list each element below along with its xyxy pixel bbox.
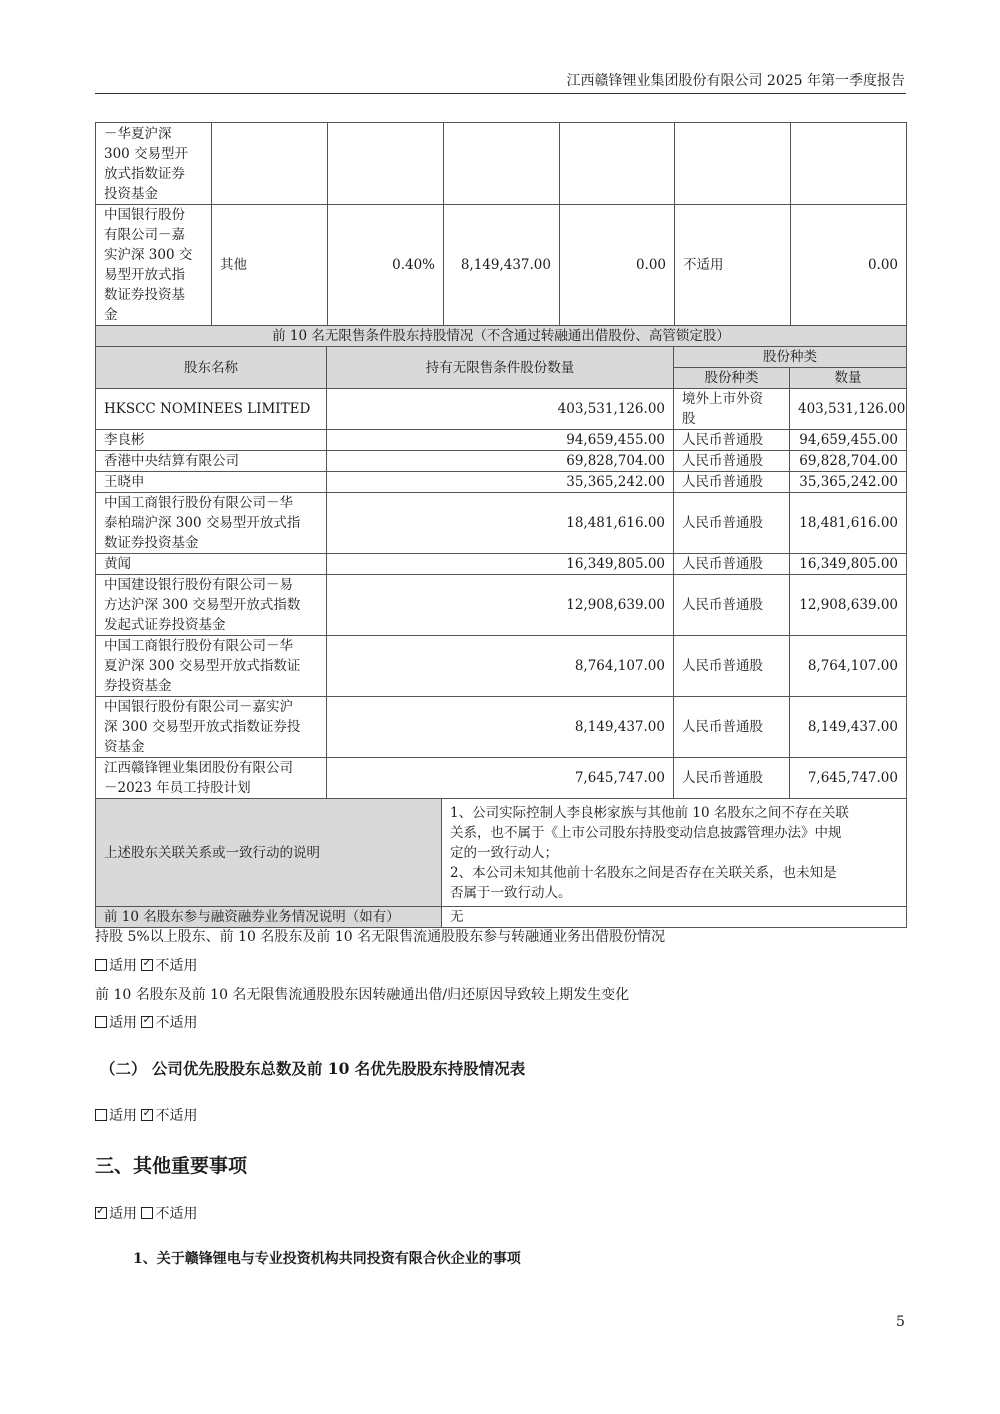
share-type-cell: 人民币普通股 xyxy=(674,697,790,758)
table-row xyxy=(96,554,907,575)
applicable-label: 适用 xyxy=(109,1206,137,1222)
table-row xyxy=(96,758,907,799)
unrestricted-qty-cell: 16,349,805.00 xyxy=(327,554,674,575)
shareholder-name-cell: 中国银行股份有限公司－嘉实沪 深 300 交易型开放式指数证券投 资基金 xyxy=(96,697,327,758)
shareholder-name-cell: 中国工商银行股份有限公司－华 泰柏瑞沪深 300 交易型开放式指 数证券投资基金 xyxy=(96,493,327,554)
relation-text: 1、公司实际控制人李良彬家族与其他前 10 名股东之间不存在关联 关系，也不属于《上市公司股东持股变动信息披露管理办法》中规 定的一致行动人； 2、本公司未知其他前十名股东之间是否存在关联关系，也未知是 否属于一致行动人。 xyxy=(442,799,907,907)
item-heading: 1、关于赣锋锂电与专业投资机构共同投资有限合伙企业的事项 xyxy=(133,1251,521,1267)
share-amount-cell: 12,908,639.00 xyxy=(790,575,907,636)
share-type-cell: 人民币普通股 xyxy=(674,636,790,697)
table-row xyxy=(96,472,907,493)
share-amount-cell: 35,365,242.00 xyxy=(790,472,907,493)
header-rule xyxy=(95,93,906,94)
report-header: 江西赣锋锂业集团股份有限公司 2025 年第一季度报告 xyxy=(566,73,905,89)
shareholder-name-cell: 中国工商银行股份有限公司－华 夏沪深 300 交易型开放式指数证 券投资基金 xyxy=(96,636,327,697)
shares-cell xyxy=(444,123,560,205)
col-header-amount: 数量 xyxy=(790,368,907,389)
margin-label: 前 10 名股东参与融资融券业务情况说明（如有） xyxy=(96,907,442,928)
margin-text: 无 xyxy=(442,907,907,928)
table-row xyxy=(96,430,907,451)
not-applicable-label: 不适用 xyxy=(155,1015,198,1031)
unrestricted-qty-cell: 35,365,242.00 xyxy=(327,472,674,493)
applicable-label: 适用 xyxy=(109,1108,137,1124)
not-applicable-label: 不适用 xyxy=(155,958,198,974)
unchecked-box-icon[interactable] xyxy=(141,1207,153,1219)
share-type-cell: 人民币普通股 xyxy=(674,758,790,799)
col-header-qty: 持有无限售条件股份数量 xyxy=(327,347,674,389)
checked-box-icon[interactable] xyxy=(141,1109,153,1121)
unrestricted-qty-cell: 403,531,126.00 xyxy=(327,389,674,430)
table-row xyxy=(96,697,907,758)
unrestricted-qty-cell: 94,659,455.00 xyxy=(327,430,674,451)
share-type-cell: 境外上市外资 股 xyxy=(674,389,790,430)
pledge-qty-cell: 0.00 xyxy=(791,205,907,326)
share-type-cell: 人民币普通股 xyxy=(674,430,790,451)
shareholder-name-cell: 王晓申 xyxy=(96,472,327,493)
pledge-qty-cell xyxy=(791,123,907,205)
unrestricted-table-title: 前 10 名无限售条件股东持股情况（不含通过转融通出借股份、高管锁定股） xyxy=(96,326,907,347)
table-row xyxy=(96,205,907,326)
ratio-cell: 0.40% xyxy=(328,205,444,326)
table-row xyxy=(96,451,907,472)
share-type-cell: 人民币普通股 xyxy=(674,472,790,493)
page-number: 5 xyxy=(896,1314,905,1330)
unrestricted-qty-cell: 69,828,704.00 xyxy=(327,451,674,472)
share-amount-cell: 8,149,437.00 xyxy=(790,697,907,758)
share-type-cell: 人民币普通股 xyxy=(674,554,790,575)
shareholder-name-cell: －华夏沪深 300 交易型开 放式指数证券 投资基金 xyxy=(96,123,212,205)
shareholder-name-cell: 黄闻 xyxy=(96,554,327,575)
share-type-cell: 人民币普通股 xyxy=(674,493,790,554)
share-amount-cell: 16,349,805.00 xyxy=(790,554,907,575)
restricted-cell: 0.00 xyxy=(560,205,675,326)
option-line xyxy=(95,1203,197,1223)
table-row xyxy=(96,389,907,430)
col-header-name: 股东名称 xyxy=(96,347,327,389)
relation-row xyxy=(96,799,907,907)
table-header-row xyxy=(96,347,907,368)
unchecked-box-icon[interactable] xyxy=(95,1016,107,1028)
pledge-status-cell xyxy=(675,123,791,205)
shareholder-name-cell: HKSCC NOMINEES LIMITED xyxy=(96,389,327,430)
checked-box-icon[interactable] xyxy=(141,1016,153,1028)
share-amount-cell: 94,659,455.00 xyxy=(790,430,907,451)
ratio-cell xyxy=(328,123,444,205)
col-header-type: 股份种类 xyxy=(674,368,790,389)
share-type-cell: 人民币普通股 xyxy=(674,575,790,636)
checked-box-icon[interactable] xyxy=(95,1207,107,1219)
option-line xyxy=(95,1012,197,1032)
table-row xyxy=(96,636,907,697)
shareholder-name-cell: 江西赣锋锂业集团股份有限公司 －2023 年员工持股计划 xyxy=(96,758,327,799)
unchecked-box-icon[interactable] xyxy=(95,959,107,971)
relation-label: 上述股东关联关系或一致行动的说明 xyxy=(96,799,442,907)
option-line xyxy=(95,1105,197,1125)
share-amount-cell: 18,481,616.00 xyxy=(790,493,907,554)
pledge-status-cell: 不适用 xyxy=(675,205,791,326)
share-amount-cell: 8,764,107.00 xyxy=(790,636,907,697)
share-amount-cell: 403,531,126.00 xyxy=(790,389,907,430)
not-applicable-label: 不适用 xyxy=(155,1206,198,1222)
margin-row xyxy=(96,907,907,928)
unrestricted-shareholders-table xyxy=(95,325,907,928)
shareholder-name-cell: 李良彬 xyxy=(96,430,327,451)
share-type-cell: 人民币普通股 xyxy=(674,451,790,472)
option-line xyxy=(95,955,197,975)
unrestricted-qty-cell: 12,908,639.00 xyxy=(327,575,674,636)
shareholder-name-cell: 中国银行股份 有限公司－嘉 实沪深 300 交 易型开放式指 数证券投资基 金 xyxy=(96,205,212,326)
shareholder-name-cell: 香港中央结算有限公司 xyxy=(96,451,327,472)
shareholder-name-cell: 中国建设银行股份有限公司－易 方达沪深 300 交易型开放式指数 发起式证券投资基金 xyxy=(96,575,327,636)
shares-cell: 8,149,437.00 xyxy=(444,205,560,326)
top-shareholders-table-continuation xyxy=(95,122,907,326)
col-header-type-group: 股份种类 xyxy=(674,347,907,368)
restricted-cell xyxy=(560,123,675,205)
applicable-label: 适用 xyxy=(109,1015,137,1031)
unrestricted-qty-cell: 8,149,437.00 xyxy=(327,697,674,758)
shareholder-nature-cell xyxy=(212,123,328,205)
change-paragraph: 前 10 名股东及前 10 名无限售流通股股东因转融通出借/归还原因导致较上期发生变化 xyxy=(95,987,630,1003)
unchecked-box-icon[interactable] xyxy=(95,1109,107,1121)
lending-paragraph: 持股 5%以上股东、前 10 名股东及前 10 名无限售流通股股东参与转融通业务出借股份情况 xyxy=(95,929,666,945)
unrestricted-qty-cell: 8,764,107.00 xyxy=(327,636,674,697)
not-applicable-label: 不适用 xyxy=(155,1108,198,1124)
checked-box-icon[interactable] xyxy=(141,959,153,971)
unrestricted-qty-cell: 18,481,616.00 xyxy=(327,493,674,554)
share-amount-cell: 69,828,704.00 xyxy=(790,451,907,472)
section-heading-other: 三、其他重要事项 xyxy=(95,1155,248,1177)
shareholder-nature-cell: 其他 xyxy=(212,205,328,326)
table-row xyxy=(96,575,907,636)
section-heading-preferred: （二） 公司优先股股东总数及前 10 名优先股股东持股情况表 xyxy=(100,1059,526,1078)
applicable-label: 适用 xyxy=(109,958,137,974)
table-title-row xyxy=(96,326,907,347)
table-row xyxy=(96,123,907,205)
unrestricted-qty-cell: 7,645,747.00 xyxy=(327,758,674,799)
table-row xyxy=(96,493,907,554)
share-amount-cell: 7,645,747.00 xyxy=(790,758,907,799)
